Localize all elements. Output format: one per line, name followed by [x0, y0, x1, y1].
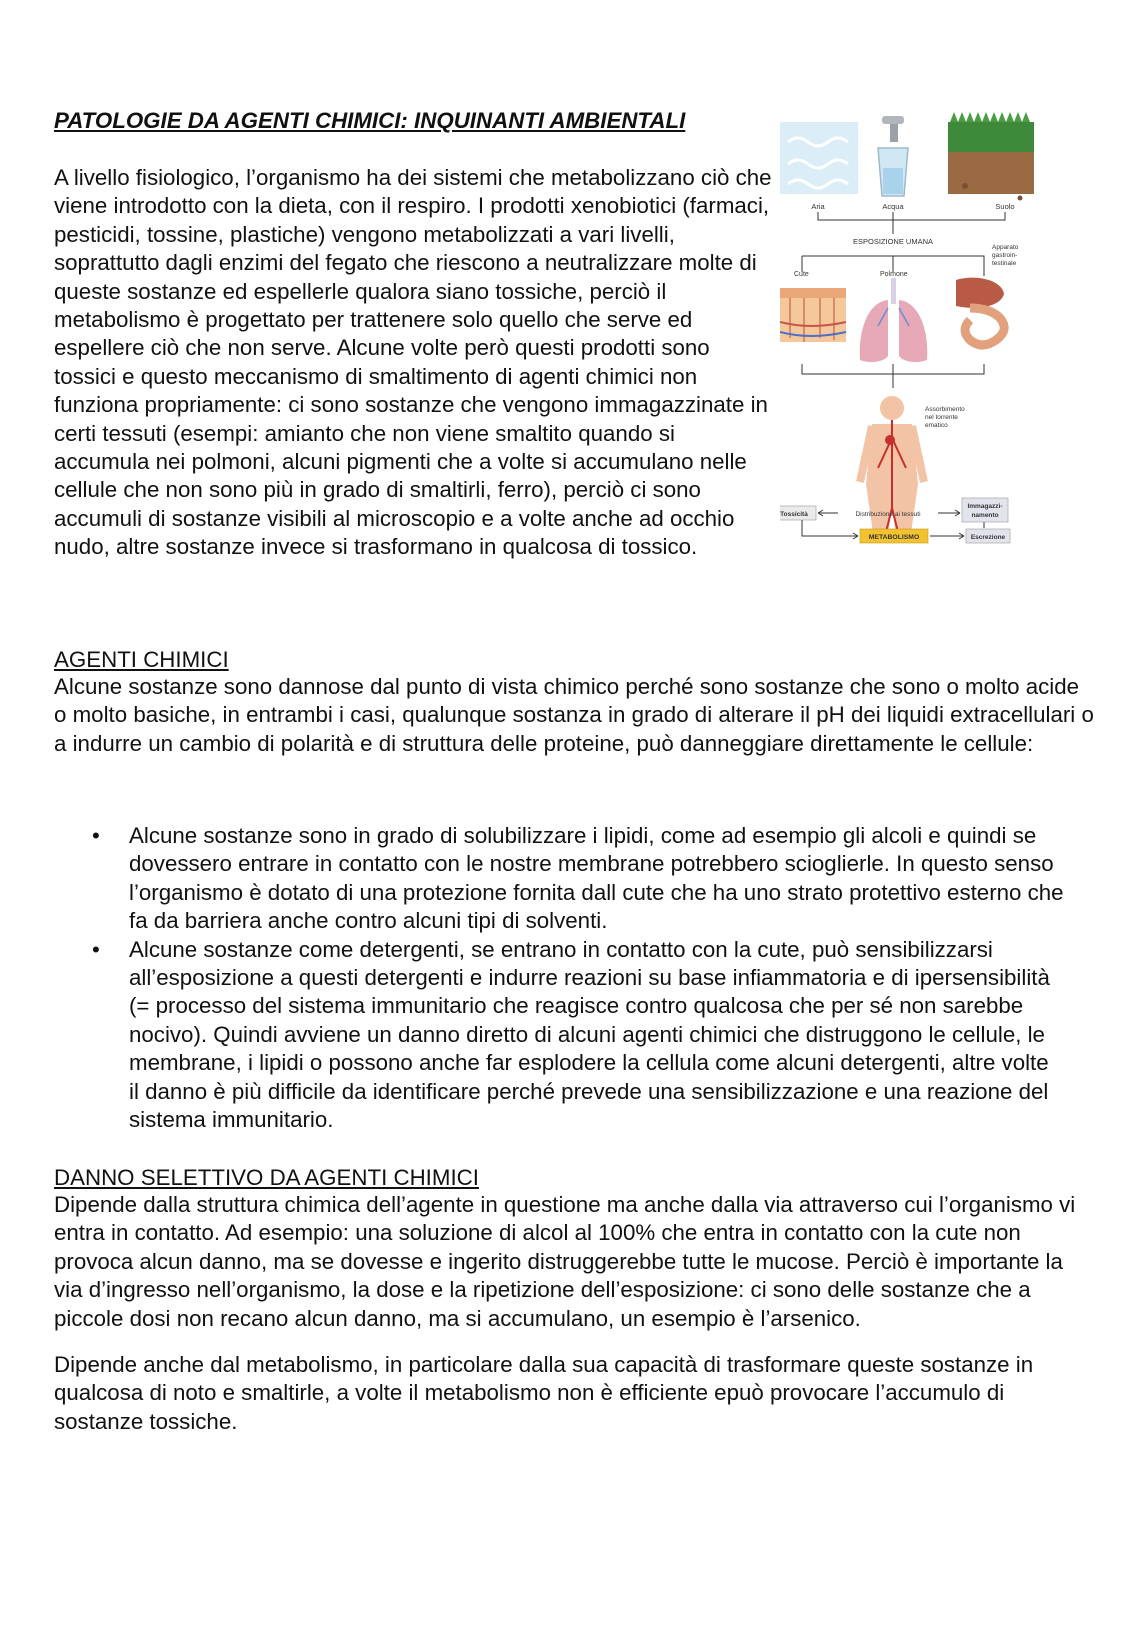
- list-item: [54, 822, 1064, 936]
- label-distribuzione: Distribuzione ai tessuti: [855, 511, 921, 518]
- soil-image: [948, 112, 1034, 201]
- label-aria: Aria: [811, 202, 825, 211]
- bullet-glyph: •: [92, 823, 100, 848]
- label-assorbimento-1: Assorbimento: [925, 406, 965, 413]
- section2-body: Alcune sostanze sono dannose dal punto di vista chimico perché sono sostanze che sono o molto acide o molto basiche, in entrambi i casi, qualunque sostanza in grado di alterare il pH dei liquidi extracellulari o a indurre un cambio di polarità e di struttura delle proteine, può danneggiare direttamente le cellule:: [54, 674, 1094, 756]
- section3-body-2: Dipende anche dal metabolismo, in particolare dalla sua capacità di trasformare queste sostanze in qualcosa di noto e smaltirle, a volte il metabolismo non è efficiente epuò provocare l’accumulo di sostanze tossiche.: [54, 1352, 1034, 1434]
- section2-title: AGENTI CHIMICI: [54, 647, 229, 672]
- water-tap-image: [878, 116, 908, 196]
- section3-body-1: Dipende dalla struttura chimica dell’agente in questione ma anche dalla via attraverso cui l’organismo vi entra in contatto. Ad esempio: una soluzione di alcol al 100% che entra in contatto con la cute non provoca alcun danno, ma se dovesse e ingerito distruggerebbe tutte le mucose. Perciò è importante la via d’ingresso nell’organismo, la dose e la ripetizione dell’esposizione: ci sono delle sostanze che a piccole dosi non recano alcun danno, ma si accumulano, un esempio è l’arsenico.: [54, 1192, 1076, 1331]
- label-esposizione: ESPOSIZIONE UMANA: [852, 237, 934, 246]
- label-apparato-1: Apparato: [992, 244, 1019, 251]
- label-polmone: Polmone: [880, 271, 908, 278]
- human-body-image: [860, 396, 924, 540]
- label-apparato-2: gastroin-: [992, 252, 1018, 259]
- lungs-image: [860, 278, 928, 362]
- gi-tract-image: [956, 278, 1004, 345]
- exposure-diagram: [780, 108, 1040, 588]
- label-acqua: Acqua: [882, 202, 904, 211]
- bullet-glyph: •: [92, 936, 100, 962]
- list-item-text: Alcune sostanze sono in grado di solubilizzare i lipidi, come ad esempio gli alcoli e quindi se dovessero entrare in contatto con le nostre membrane potrebbero scioglierle. In questo senso l’organismo è dotato di una protezione fornita dall cute che ha uno strato protettivo esterno che fa da barriera anche contro alcuni tipi di solventi.: [129, 823, 1064, 934]
- label-immagazzi-2: namento: [971, 512, 999, 519]
- label-assorbimento-2: nel torrente: [925, 414, 958, 421]
- section2-bullet-list: [54, 822, 1064, 1134]
- label-tossicita: Tossicità: [780, 511, 808, 518]
- section3-title: DANNO SELETTIVO DA AGENTI CHIMICI: [54, 1165, 479, 1190]
- label-immagazzi-1: Immagazzi-: [967, 503, 1003, 510]
- label-metabolismo: METABOLISMO: [868, 534, 920, 541]
- list-item-text: Alcune sostanze come detergenti, se entrano in contatto con la cute, può sensibilizzarsi all’esposizione a questi detergenti e indurre reazioni su base infiammatoria e di ipersensibilità (= processo del sistema immunitario che reagisce contro qualcosa che per sé non sarebbe nocivo). Quindi avviene un danno diretto di alcuni agenti chimici che distruggono le cellule, le membrane, i lipidi o possono anche far esplodere la cellula come alcuni detergenti, altre volte il danno è più difficile da identificare perché prevede una sensibilizzazione e una reazione del sistema immunitario.: [129, 936, 1050, 1133]
- list-item: [54, 936, 1064, 1135]
- section1-body: A livello fisiologico, l’organismo ha dei sistemi che metabolizzano ciò che viene introdotto con la dieta, con il respiro. I prodotti xenobiotici (farmaci, pesticidi, tossine, plastiche) vengono metabolizzati a vari livelli, soprattutto dagli enzimi del fegato che riescono a neutralizzare molte di queste sostanze ed espellerle qualora siano tossiche, perciò il metabolismo è progettato per trattenere solo quello che serve ed espellere ciò che non serve. Alcune volte però questi prodotti sono tossici e questo meccanismo di smaltimento di agenti chimici non funziona propriamente: ci sono sostanze che vengono immagazzinate in certi tessuti (esempi: amianto che non viene smaltito quando si accumula nei polmoni, alcuni pigmenti che a volte si accumulano nelle cellule che non sono più in grado di smaltirli, ferro), perciò ci sono accumuli di sostanze visibili al microscopio e a volte anche ad occhio nudo, altre sostanze invece si trasformano in qualcosa di tossico.: [54, 165, 772, 560]
- absorption-connector: [802, 364, 984, 388]
- label-suolo: Suolo: [995, 202, 1015, 211]
- label-cute: Cute: [794, 271, 809, 278]
- label-apparato-3: testinale: [992, 260, 1017, 267]
- label-assorbimento-3: ematico: [925, 422, 948, 429]
- air-image: [780, 122, 858, 194]
- label-escrezione: Escrezione: [970, 534, 1006, 541]
- skin-image: [780, 288, 846, 342]
- section1-title: PATOLOGIE DA AGENTI CHIMICI: INQUINANTI AMBIENTALI: [54, 108, 686, 133]
